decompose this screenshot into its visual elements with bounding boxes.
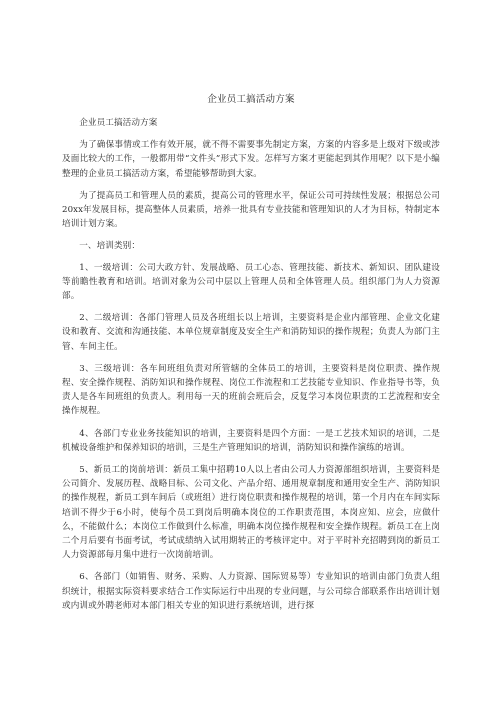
paragraph-purpose: 为了提高员工和管理人员的素质，提高公司的管理水平，保证公司可持续性发展；根据总公司20xx年发展目标，提高整体人员素质，培养一批具有专业技能和管理知识的人才为目标，特制定本培训计划方案。 — [62, 190, 440, 230]
paragraph-subtitle: 企业员工搞活动方案 — [79, 118, 158, 128]
document-title: 企业员工搞活动方案 — [207, 94, 295, 105]
paragraph-department-professional-training: 6、各部门（如销售、财务、采购、人力资源、国际贸易等）专业知识的培训由部门负责人组织统计，根据实际资料要求结合工作实际运行中出现的专业问题，与公司综合部联系作出培训计划或内训或外聘老师对本部门相关专业的知识进行系统培训，进行探 — [62, 572, 440, 611]
paragraph-new-employee-training: 5、新员工的岗前培训：新员工集中招聘10人以上者由公司人力资源部组织培训，主要资料是公司简介、发展历程、战略目标、公司文化、产品介绍、通用规章制度和通用安全生产、消防知识的操作规程，新员工到车间后（或班组）进行岗位职责和操作规程的培训，第一个月内在车间实际培训不得少于6小时，使每个员工到岗后明确本岗位的工作职责范围，本岗应知、应会，应做什么，不能做什么；本岗位工作做到什么标准，明确本岗位操作规程和安全操作规程。新员工在上岗二个月后要有书面考试，考试成绩纳入试用期转正的考核评定中。对于平时补充招聘到岗的新员工人力资源部每月集中进行一次岗前培训。 — [62, 465, 440, 561]
section-heading-training-categories: 一、培训类别： — [79, 241, 141, 252]
paragraph-intro: 为了确保事情或工作有效开展，就不得不需要事先制定方案，方案的内容多是上级对下级或涉及面比较大的工作，一般都用带“文件头”形式下发。怎样写方案才更能起到其作用呢？以下是小编整理的企业员工搞活动方案，希望能够帮助到大家。 — [62, 140, 440, 179]
paragraph-level-3-training: 3、三级培训：各车间班组负责对所管辖的全体员工的培训，主要资料是岗位职责、操作规程、安全操作规程、消防知识和操作规程、岗位工作流程和工艺技能专业知识、作业指导书等，负责人是各车间班组的负责人。利用每一天的班前会班后会，反复学习本岗位职责的工艺流程和安全操作规程。 — [62, 363, 440, 417]
paragraph-department-skills-training: 4、各部门专业业务技能知识的培训，主要资料是四个方面：一是工艺技术知识的培训，二是机械设备维护和保养知识的培训，三是生产管理知识的培训，消防知识和操作演练的培训。 — [62, 428, 440, 453]
paragraph-level-2-training: 2、二级培训：各部门管理人员及各班组长以上培训，主要资料是企业内部管理、企业文化建设和教育、交流和沟通技能、本单位规章制度及安全生产和消防知识的操作规程；负责人为部门主管、车间主任。 — [62, 313, 440, 352]
paragraph-level-1-training: 1、一级培训：公司大政方针、发展战略、员工心态、管理技能、新技术、新知识、团队建设等前瞻性教育和培训。培训对象为公司中层以上管理人员和全体管理人员。组织部门为人力资源部。 — [62, 262, 440, 302]
